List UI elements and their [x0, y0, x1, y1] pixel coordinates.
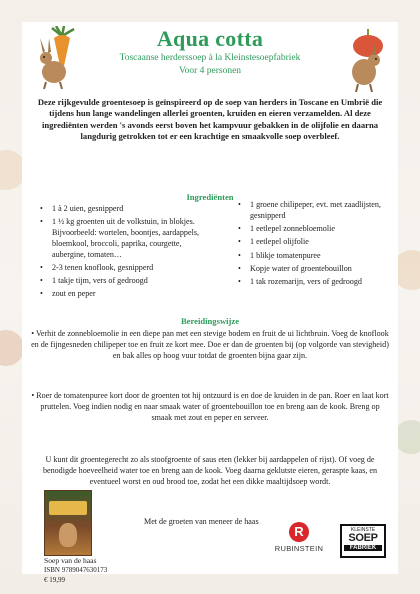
- preparation-step: • Verhit de zonnebloemolie in een diepe pan met een stevige bodem en fruit de ui lichtbruin. Voeg de knoflook en de fijngesneden chilipeper toe en fruit ze kort mee. Doe er dan de groenten bij (op volgorde van stevigheid) en bak alles op hoog vuur totdat de groenten bijna gaar zijn.: [31, 329, 389, 360]
- preparation-step: • Roer de tomatenpuree kort door de groenten tot hij ontzuurd is en doe de kruiden in de pan. Roer en laat kort pruttelen. Voeg indien nodig en naar smaak water of groentebouillon toe en breng aan de kook. Breng op smaak met zout en peper en serveer.: [31, 391, 389, 422]
- book-price: € 19,99: [44, 575, 65, 584]
- ingredient-item: • 1 groene chilipeper, evt. met zaadlijsten, gesnipperd: [238, 200, 388, 222]
- ingredient-item: • Kopje water of groentebouillon: [238, 264, 388, 275]
- kleinste-soepfabriek-logo: [340, 524, 386, 558]
- book-info: [44, 556, 107, 585]
- ingredient-item: • 1 takje tijm, vers of gedroogd: [40, 276, 210, 287]
- ingredients-heading: Ingrediënten: [186, 192, 234, 202]
- ingredient-item: • 1 ½ kg groenten uit de volkstuin, in blokjes. Bijvoorbeeld: wortelen, boontjes, aardappels, bloemkool, broccoli, paprika, courgette, aubergine, tomaten…: [40, 217, 210, 260]
- recipe-sheet: [22, 22, 398, 584]
- logo-line: FABRIEK: [344, 545, 382, 551]
- preparation-heading: Bereidingswijze: [180, 316, 240, 326]
- ingredient-item: • 2-3 tenen knoflook, gesnipperd: [40, 263, 210, 274]
- greeting: Met de groeten van meneer de haas: [144, 517, 259, 526]
- servings: Voor 4 personen: [178, 66, 242, 76]
- publisher-name: RUBINSTEIN: [274, 544, 324, 553]
- ingredient-item: • zout en peper: [40, 289, 210, 300]
- publisher-mark: R: [289, 522, 309, 542]
- ingredient-item: • 1 à 2 uien, gesnipperd: [40, 204, 210, 215]
- book-title: Soep van de haas: [44, 556, 97, 565]
- ingredient-item: • 1 blikje tomatenpuree: [238, 251, 388, 262]
- ingredient-item: • 1 eetlepel olijfolie: [238, 237, 388, 248]
- recipe-title: Aqua cotta: [156, 26, 264, 51]
- serving-suggestion: U kunt dit groentegerecht zo als stoofgroente of saus eten (lekker bij aardappelen of rijst). Of voeg de benodigde hoeveelheid water toe en breng aan de kook. Voeg daarna geklutste eieren, geraspte kaas, en eventueel worst en oud brood toe, zodat het een dikke maaltijdsoep wordt.: [42, 455, 378, 486]
- ingredients-list-left: [40, 204, 210, 303]
- book-isbn: ISBN 9789047630173: [44, 566, 108, 575]
- ingredient-item: • 1 tak rozemarijn, vers of gedroogd: [238, 277, 388, 288]
- book-cover-image: [44, 490, 92, 556]
- ingredient-item: • 1 eetlepel zonnebloemolie: [238, 224, 388, 235]
- publisher-logo: [274, 522, 324, 570]
- logo-line: KLEINSTE: [350, 527, 376, 533]
- recipe-subtitle: Toscaanse herderssoep à la Kleinstesoepfabriek: [119, 53, 301, 63]
- logo-line: SOEP: [348, 532, 378, 544]
- intro-paragraph: Deze rijkgevulde groentesoep is geïnspireerd op de soep van herders in Toscane en Umbrië die tijdens hun lange wandelingen allerlei groenten, kruiden en eieren verzamelden. Al deze ingrediënten werden 's avonds eerst boven het kampvuur gebakken in de olijfolie en daarna langdurig getrokken tot er een krachtige en smaakvolle soep overbleef.: [37, 97, 383, 142]
- ingredients-list-right: [238, 200, 388, 290]
